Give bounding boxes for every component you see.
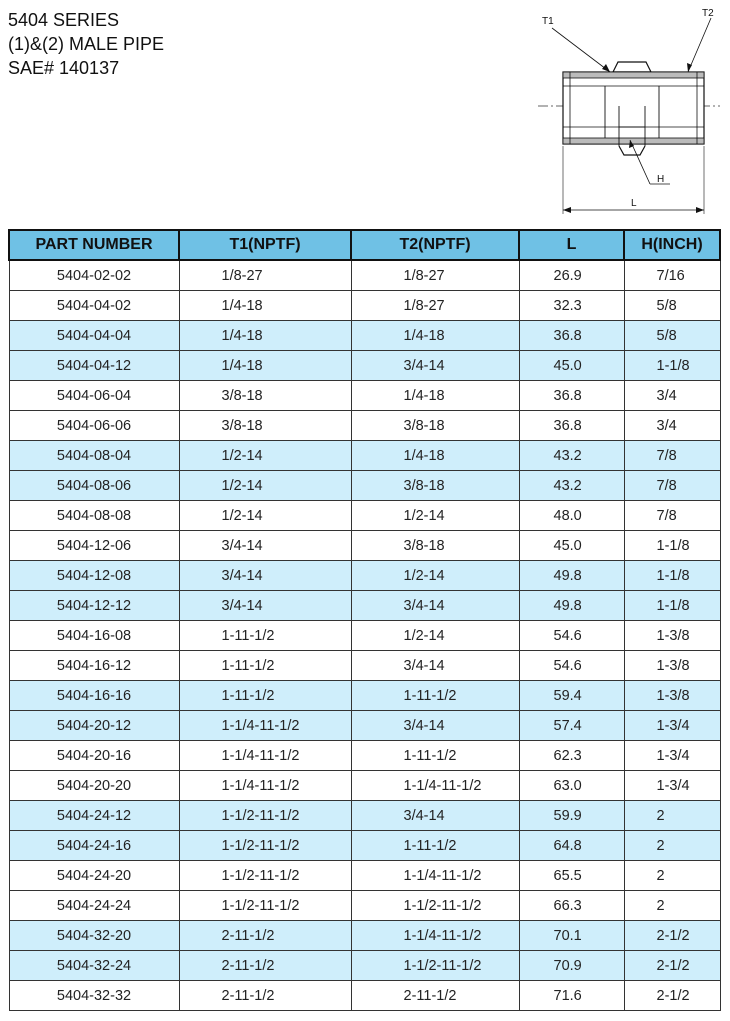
cell-part-number: 5404-24-16 [9, 831, 179, 861]
cell-h: 1-1/8 [624, 591, 720, 621]
cell-l: 43.2 [519, 441, 624, 471]
table-row [9, 651, 720, 681]
cell-part-number: 5404-12-12 [9, 591, 179, 621]
cell-part-number: 5404-24-24 [9, 891, 179, 921]
cell-l: 59.9 [519, 801, 624, 831]
table-row [9, 471, 720, 501]
cell-t1: 1-11-1/2 [179, 621, 351, 651]
cell-t2: 2-11-1/2 [351, 981, 519, 1011]
table-row [9, 351, 720, 381]
cell-t1: 1/4-18 [179, 351, 351, 381]
table-row [9, 951, 720, 981]
hex-bottom [619, 146, 645, 155]
table-row [9, 531, 720, 561]
cell-t1: 1-1/4-11-1/2 [179, 741, 351, 771]
cell-part-number: 5404-06-06 [9, 411, 179, 441]
table-row [9, 321, 720, 351]
series-subtitle: (1)&(2) MALE PIPE [8, 34, 165, 54]
table-row [9, 861, 720, 891]
cell-t1: 1-1/4-11-1/2 [179, 771, 351, 801]
table-row [9, 801, 720, 831]
table-row [9, 260, 720, 291]
label-h: H [657, 174, 665, 185]
thread-band-top [563, 72, 704, 78]
cell-t2: 1-1/2-11-1/2 [351, 951, 519, 981]
cell-t1: 1/2-14 [179, 441, 351, 471]
cell-h: 1-1/8 [624, 531, 720, 561]
cell-t2: 3/4-14 [351, 711, 519, 741]
cell-part-number: 5404-08-08 [9, 501, 179, 531]
cell-h: 1-3/4 [624, 771, 720, 801]
cell-part-number: 5404-04-12 [9, 351, 179, 381]
cell-t2: 3/4-14 [351, 651, 519, 681]
cell-h: 2 [624, 861, 720, 891]
cell-h: 2 [624, 801, 720, 831]
cell-t1: 1-1/4-11-1/2 [179, 711, 351, 741]
cell-l: 43.2 [519, 471, 624, 501]
cell-t1: 1/4-18 [179, 321, 351, 351]
cell-t2: 1-1/2-11-1/2 [351, 891, 519, 921]
spec-table [8, 229, 721, 1011]
cell-t2: 3/8-18 [351, 471, 519, 501]
cell-t2: 3/4-14 [351, 801, 519, 831]
cell-l: 36.8 [519, 381, 624, 411]
cell-h: 2 [624, 891, 720, 921]
cell-t1: 1/2-14 [179, 501, 351, 531]
cell-part-number: 5404-02-02 [9, 260, 179, 291]
cell-part-number: 5404-04-04 [9, 321, 179, 351]
table-row [9, 561, 720, 591]
cell-l: 48.0 [519, 501, 624, 531]
cell-l: 70.9 [519, 951, 624, 981]
cell-l: 63.0 [519, 771, 624, 801]
table-row [9, 621, 720, 651]
cell-t1: 3/8-18 [179, 411, 351, 441]
cell-h: 2-1/2 [624, 921, 720, 951]
page-title [8, 8, 164, 80]
cell-l: 71.6 [519, 981, 624, 1011]
cell-h: 3/4 [624, 381, 720, 411]
table-body [9, 260, 720, 1011]
cell-t2: 1-11-1/2 [351, 741, 519, 771]
table-row [9, 591, 720, 621]
cell-l: 49.8 [519, 591, 624, 621]
cell-t1: 1-11-1/2 [179, 651, 351, 681]
cell-part-number: 5404-16-16 [9, 681, 179, 711]
table-row [9, 411, 720, 441]
cell-t2: 3/4-14 [351, 351, 519, 381]
table-row [9, 891, 720, 921]
cell-l: 32.3 [519, 291, 624, 321]
header-part-number: PART NUMBER [9, 230, 179, 260]
cell-part-number: 5404-32-20 [9, 921, 179, 951]
cell-t1: 1-11-1/2 [179, 681, 351, 711]
header-l: L [519, 230, 624, 260]
cell-t2: 1-1/4-11-1/2 [351, 921, 519, 951]
cell-part-number: 5404-20-16 [9, 741, 179, 771]
table-row [9, 921, 720, 951]
cell-part-number: 5404-06-04 [9, 381, 179, 411]
cell-t1: 1/2-14 [179, 471, 351, 501]
cell-t1: 1-1/2-11-1/2 [179, 891, 351, 921]
series-title: 5404 SERIES [8, 10, 120, 30]
cell-h: 7/8 [624, 471, 720, 501]
table-row [9, 381, 720, 411]
table-row [9, 981, 720, 1011]
cell-t1: 1-1/2-11-1/2 [179, 831, 351, 861]
cell-part-number: 5404-04-02 [9, 291, 179, 321]
table-row [9, 441, 720, 471]
cell-l: 49.8 [519, 561, 624, 591]
fitting-body [563, 72, 704, 144]
cell-h: 5/8 [624, 291, 720, 321]
cell-h: 2-1/2 [624, 981, 720, 1011]
label-t2: T2 [702, 8, 714, 19]
cell-t2: 1/2-14 [351, 621, 519, 651]
cell-t2: 1/2-14 [351, 501, 519, 531]
table-row [9, 711, 720, 741]
cell-h: 3/4 [624, 411, 720, 441]
header-t2: T2(NPTF) [351, 230, 519, 260]
table-row [9, 681, 720, 711]
cell-h: 1-3/8 [624, 651, 720, 681]
header-h: H(INCH) [624, 230, 720, 260]
cell-part-number: 5404-16-12 [9, 651, 179, 681]
cell-t2: 3/8-18 [351, 411, 519, 441]
cell-l: 57.4 [519, 711, 624, 741]
cell-t2: 1-1/4-11-1/2 [351, 771, 519, 801]
cell-t1: 3/4-14 [179, 561, 351, 591]
cell-part-number: 5404-20-12 [9, 711, 179, 741]
hex-top [613, 62, 651, 72]
cell-h: 5/8 [624, 321, 720, 351]
cell-l: 54.6 [519, 621, 624, 651]
cell-part-number: 5404-12-06 [9, 531, 179, 561]
cell-l: 62.3 [519, 741, 624, 771]
cell-t1: 3/4-14 [179, 531, 351, 561]
thread-band-bottom [563, 138, 704, 144]
cell-l: 26.9 [519, 260, 624, 291]
cell-t2: 1/4-18 [351, 321, 519, 351]
cell-part-number: 5404-08-06 [9, 471, 179, 501]
cell-l: 36.8 [519, 321, 624, 351]
t2-leader [688, 18, 711, 72]
fitting-diagram [530, 0, 730, 222]
label-l: L [631, 198, 637, 209]
cell-h: 1-3/8 [624, 621, 720, 651]
cell-t2: 1/2-14 [351, 561, 519, 591]
cell-t2: 3/4-14 [351, 591, 519, 621]
cell-t2: 1/4-18 [351, 381, 519, 411]
cell-part-number: 5404-12-08 [9, 561, 179, 591]
table-header-row [9, 230, 720, 260]
cell-part-number: 5404-24-12 [9, 801, 179, 831]
cell-t1: 3/4-14 [179, 591, 351, 621]
cell-part-number: 5404-32-32 [9, 981, 179, 1011]
cell-h: 1-3/8 [624, 681, 720, 711]
cell-h: 1-3/4 [624, 741, 720, 771]
cell-part-number: 5404-08-04 [9, 441, 179, 471]
cell-l: 66.3 [519, 891, 624, 921]
cell-h: 7/16 [624, 260, 720, 291]
cell-h: 7/8 [624, 441, 720, 471]
header-t1: T1(NPTF) [179, 230, 351, 260]
table-row [9, 741, 720, 771]
cell-h: 2-1/2 [624, 951, 720, 981]
cell-part-number: 5404-24-20 [9, 861, 179, 891]
cell-l: 45.0 [519, 531, 624, 561]
table-row [9, 771, 720, 801]
cell-t2: 1/8-27 [351, 260, 519, 291]
cell-h: 1-1/8 [624, 561, 720, 591]
cell-t1: 3/8-18 [179, 381, 351, 411]
cell-t1: 2-11-1/2 [179, 951, 351, 981]
cell-l: 65.5 [519, 861, 624, 891]
cell-l: 70.1 [519, 921, 624, 951]
table-row [9, 291, 720, 321]
cell-t2: 1/8-27 [351, 291, 519, 321]
cell-part-number: 5404-32-24 [9, 951, 179, 981]
cell-l: 64.8 [519, 831, 624, 861]
t1-leader [552, 28, 610, 72]
cell-h: 2 [624, 831, 720, 861]
cell-t2: 1-11-1/2 [351, 831, 519, 861]
table-row [9, 831, 720, 861]
label-t1: T1 [542, 16, 554, 27]
cell-part-number: 5404-16-08 [9, 621, 179, 651]
cell-t1: 1/4-18 [179, 291, 351, 321]
cell-t1: 1-1/2-11-1/2 [179, 861, 351, 891]
cell-t1: 1/8-27 [179, 260, 351, 291]
cell-t1: 2-11-1/2 [179, 921, 351, 951]
cell-l: 54.6 [519, 651, 624, 681]
cell-l: 59.4 [519, 681, 624, 711]
cell-t2: 1-1/4-11-1/2 [351, 861, 519, 891]
cell-t2: 1-11-1/2 [351, 681, 519, 711]
cell-h: 1-3/4 [624, 711, 720, 741]
cell-h: 1-1/8 [624, 351, 720, 381]
sae-number: SAE# 140137 [8, 58, 120, 78]
cell-t1: 1-1/2-11-1/2 [179, 801, 351, 831]
cell-h: 7/8 [624, 501, 720, 531]
cell-l: 36.8 [519, 411, 624, 441]
cell-l: 45.0 [519, 351, 624, 381]
table-row [9, 501, 720, 531]
cell-t1: 2-11-1/2 [179, 981, 351, 1011]
cell-t2: 1/4-18 [351, 441, 519, 471]
cell-part-number: 5404-20-20 [9, 771, 179, 801]
cell-t2: 3/8-18 [351, 531, 519, 561]
